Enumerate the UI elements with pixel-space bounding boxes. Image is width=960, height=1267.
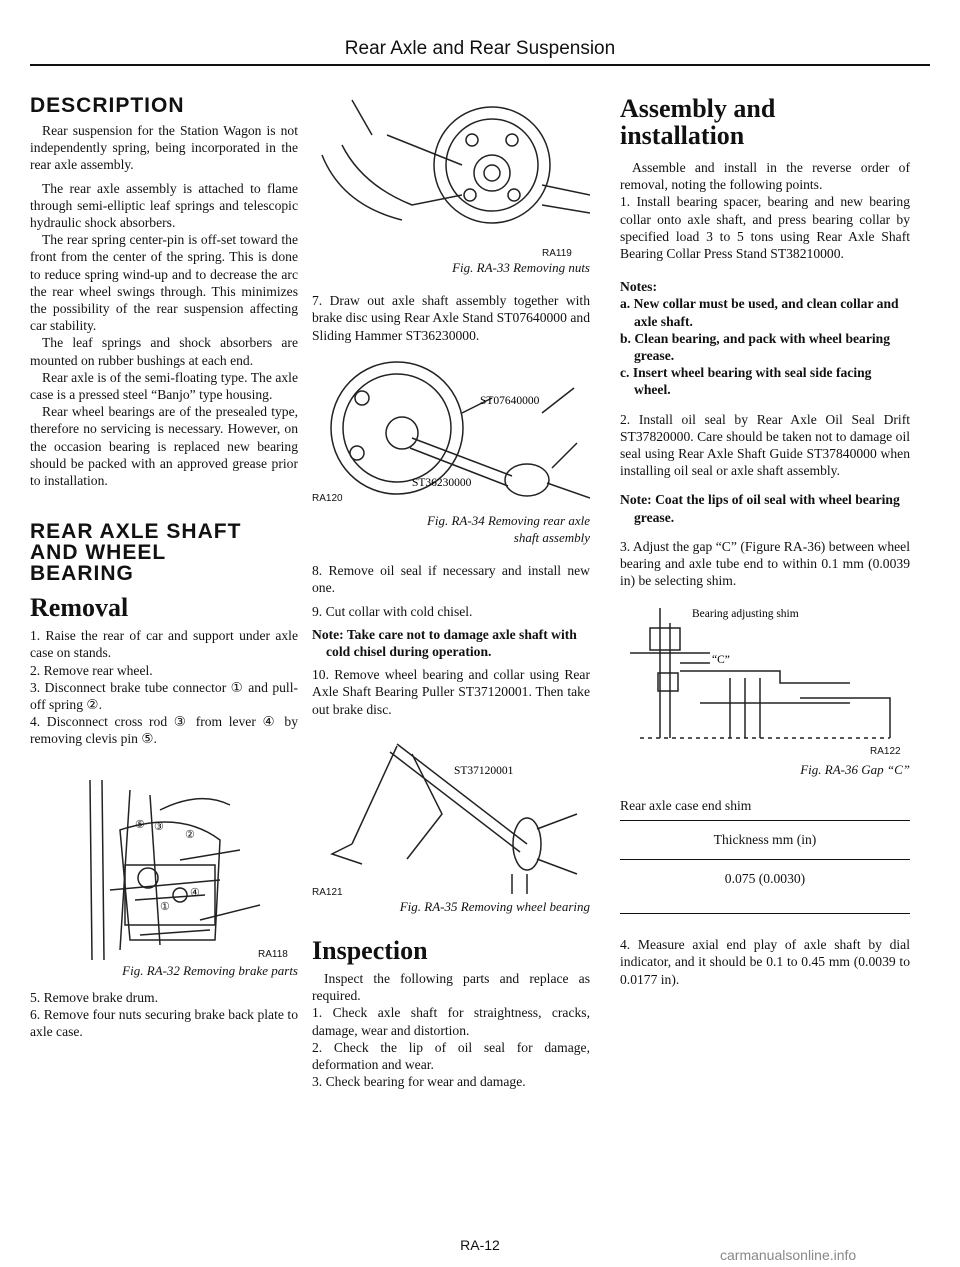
figure-ra-33 xyxy=(312,95,590,259)
removing-axle-shaft-illustration xyxy=(312,358,590,508)
step-item: 4. Disconnect cross rod ③ from lever ④ by removing clevis pin ⑤. xyxy=(30,714,298,747)
note-text: Note: Coat the lips of oil seal with wheel bearing grease. xyxy=(620,492,900,525)
heading-shaft-2: AND WHEEL xyxy=(30,541,167,565)
figure-ra-34 xyxy=(312,358,590,508)
paragraph: 3. Adjust the gap “C” (Figure RA-36) between wheel bearing and axle tube end to within 0.1 mm (0.0039 in) be selecting shim. xyxy=(620,538,910,589)
notes-block xyxy=(620,278,910,398)
label-gap-c: “C” xyxy=(712,654,730,667)
column-2 xyxy=(312,95,590,1090)
paragraph: Rear suspension for the Station Wagon is not independently spring, being incorporated in the rear axle assembly. xyxy=(30,123,298,173)
column-1 xyxy=(30,95,298,1041)
page-header: Rear Axle and Rear Suspension xyxy=(344,38,616,59)
figure-ra-32 xyxy=(30,770,298,960)
heading-assembly-1: Assembly and xyxy=(620,94,776,123)
label-bearing-puller: ST37120001 xyxy=(454,764,514,777)
notes-title: Notes: xyxy=(620,279,657,295)
step-item: 6. Remove four nuts securing brake back plate to axle case. xyxy=(30,1007,298,1040)
heading-inspection: Inspection xyxy=(312,936,428,966)
label-two: ② xyxy=(185,828,195,841)
figure-code: RA122 xyxy=(870,746,901,758)
paragraph: 2. Install oil seal by Rear Axle Oil Seal Drift ST37820000. Care should be taken not to damage oil seal using Rear Axle Shaft Guide ST37840000 when installing oil seal or axle shaft assembly. xyxy=(620,411,910,479)
figure-code: RA120 xyxy=(312,492,343,504)
gap-c-illustration xyxy=(620,603,910,743)
removing-nuts-illustration xyxy=(312,95,590,255)
step-item: 3. Check bearing for wear and damage. xyxy=(312,1074,526,1090)
figure-caption: Fig. RA-32 Removing brake parts xyxy=(122,962,298,978)
figure-code: RA121 xyxy=(312,886,343,898)
paragraph: The leaf springs and shock absorbers are mounted on rubber bushings at each end. xyxy=(30,335,298,368)
paragraph: 7. Draw out axle shaft assembly together with brake disc using Rear Axle Stand ST07640000 and Sliding Hammer ST36230000. xyxy=(312,293,590,343)
label-one: ① xyxy=(160,900,170,913)
label-sliding-hammer: ST36230000 xyxy=(412,476,472,489)
removing-wheel-bearing-illustration xyxy=(312,734,590,894)
step-item: 5. Remove brake drum. xyxy=(30,989,158,1005)
label-rear-axle-stand: ST07640000 xyxy=(480,394,540,407)
paragraph: Assemble and install in the reverse order of removal, noting the following points. xyxy=(620,160,910,193)
step-item: 2. Remove rear wheel. xyxy=(30,662,153,678)
brake-parts-illustration xyxy=(30,770,298,960)
heading-assembly-2: installation xyxy=(620,121,745,150)
paragraph: The rear spring center-pin is off-set toward the front from the center of the spring. This is done to reduce spring wind-up and to decrease the arc the rear wheel swings through. This minimizes the possibility of the rear suspension affecting car stability. xyxy=(30,232,298,334)
page-number: RA-12 xyxy=(460,1237,500,1253)
shim-table xyxy=(620,820,910,914)
note-text: Note: Take care not to damage axle shaft with cold chisel during operation. xyxy=(312,626,577,660)
heading-shaft-1: REAR AXLE SHAFT xyxy=(30,520,242,544)
figure-ra-35 xyxy=(312,734,590,898)
header-rule xyxy=(30,64,930,66)
figure-caption: Fig. RA-33 Removing nuts xyxy=(452,260,590,275)
paragraph: Rear wheel bearings are of the presealed type, therefore no servicing is necessary. However, on the occasion bearing is replaced new bearing should be packed with an approved grease prior to installation. xyxy=(30,404,298,489)
note xyxy=(312,626,590,660)
table-title: Rear axle case end shim xyxy=(620,797,752,813)
heading-removal: Removal xyxy=(30,593,129,623)
label-three: ③ xyxy=(154,820,164,833)
watermark: carmanualsonline.info xyxy=(720,1247,857,1263)
note-b: b. Clean bearing, and pack with wheel bearing grease. xyxy=(620,330,891,364)
paragraph: 9. Cut collar with cold chisel. xyxy=(312,603,473,619)
step-item: 1. Check axle shaft for straightness, cracks, damage, wear and distortion. xyxy=(312,1005,590,1038)
step-item: 1. Raise the rear of car and support under axle case on stands. xyxy=(30,628,298,661)
note-a: a. New collar must be used, and clean collar and axle shaft. xyxy=(620,296,899,329)
paragraph: Inspect the following parts and replace as required. xyxy=(312,971,590,1004)
heading-shaft-3: BEARING xyxy=(30,562,134,586)
table-cell: 0.075 (0.0030) xyxy=(724,870,806,886)
figure-ra-36 xyxy=(620,603,910,758)
figure-caption: shaft assembly xyxy=(513,530,590,546)
column-3 xyxy=(620,95,910,994)
table-rule xyxy=(620,913,910,915)
figure-caption: Fig. RA-35 Removing wheel bearing xyxy=(399,898,590,914)
paragraph: 4. Measure axial end play of axle shaft by dial indicator, and it should be 0.1 to 0.45 mm (0.0039 to 0.0177 in). xyxy=(620,937,910,987)
step-item: 2. Check the lip of oil seal for damage, deformation and wear. xyxy=(312,1039,590,1073)
figure-caption: Fig. RA-36 Gap “C” xyxy=(800,762,910,778)
figure-caption: Fig. RA-34 Removing rear axle xyxy=(426,512,590,528)
figure-code: RA119 xyxy=(542,248,572,259)
label-adjusting-shim: Bearing adjusting shim xyxy=(692,608,799,621)
label-four: ④ xyxy=(190,886,200,899)
paragraph: Rear axle is of the semi-floating type. The axle case is a pressed steel “Banjo” type housing. xyxy=(30,369,298,403)
label-five: ⑤ xyxy=(135,818,145,831)
note-c: c. Insert wheel bearing with seal side facing wheel. xyxy=(620,365,872,398)
paragraph: 8. Remove oil seal if necessary and install new one. xyxy=(312,563,590,596)
step-item: 3. Disconnect brake tube connector ① and pull-off spring ②. xyxy=(30,679,298,713)
heading-description: DESCRIPTION xyxy=(30,94,185,117)
note xyxy=(620,491,910,525)
table-header: Thickness mm (in) xyxy=(713,832,817,848)
paragraph: The rear axle assembly is attached to flame through semi-elliptic leaf springs and telescopic hydraulic shock absorbers. xyxy=(30,180,298,231)
paragraph: 1. Install bearing spacer, bearing and new bearing collar onto axle shaft, and press bearing collar by specified load 3 to 5 tons using Rear Axle Shaft Bearing Collar Press Stand ST38210000. xyxy=(620,194,910,262)
paragraph: 10. Remove wheel bearing and collar using Rear Axle Shaft Bearing Puller ST37120001. Then take out brake disc. xyxy=(312,667,590,717)
figure-code: RA118 xyxy=(258,948,288,960)
